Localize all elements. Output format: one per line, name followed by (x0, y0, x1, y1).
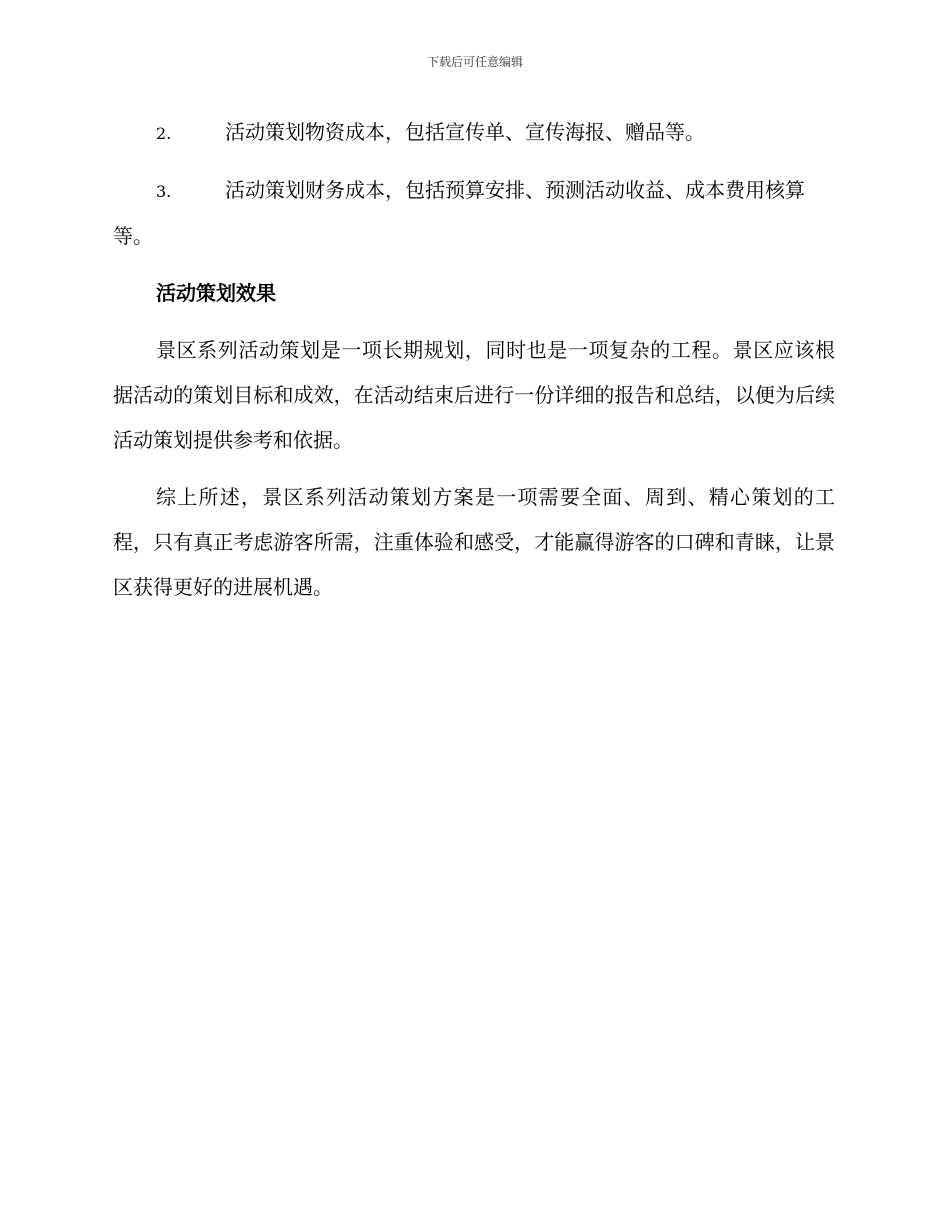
section-heading: 活动策划效果 (156, 281, 276, 305)
document-body (113, 110, 835, 622)
list-item-text: 活动策划物资成本，包括宣传单、宣传海报、赠品等。 (225, 120, 705, 144)
paragraph: 综上所述，景区系列活动策划方案是一项需要全面、周到、精心策划的工程，只有真正考虑游客所需，注重体验和感受，才能赢得游客的口碑和青睐，让景区获得更好的进展机遇。 (113, 485, 835, 599)
list-item-number: 2. (156, 124, 172, 143)
list-item-number: 3. (156, 182, 172, 201)
paragraph: 景区系列活动策划是一项长期规划，同时也是一项复杂的工程。景区应该根据活动的策划目标和成效，在活动结束后进行一份详细的报告和总结，以便为后续活动策划提供参考和依据。 (113, 338, 835, 452)
list-item (113, 168, 835, 259)
list-item-text: 活动策划财务成本，包括预算安排、预测活动收益、成本费用核算等。 (113, 178, 805, 248)
page-header: 下载后可任意编辑 (426, 55, 523, 69)
list-item (113, 110, 835, 156)
